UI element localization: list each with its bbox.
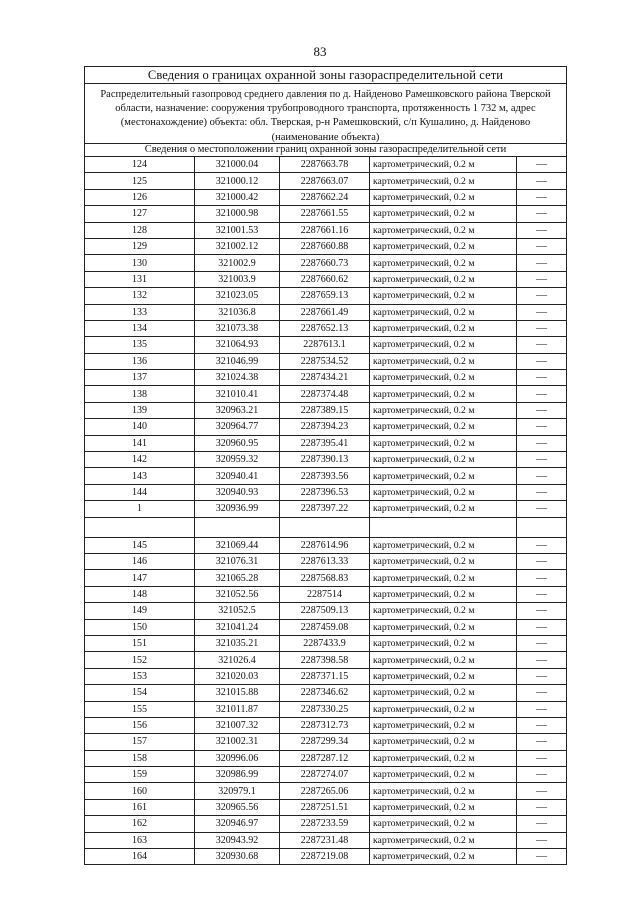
x-coordinate-cell: 321041.24	[195, 619, 280, 635]
x-coordinate-cell: 321046.99	[195, 353, 280, 369]
dash-cell: —	[517, 570, 567, 586]
method-cell: картометрический, 0.2 м	[370, 222, 517, 238]
point-number-cell: 140	[85, 419, 195, 435]
y-coordinate-cell: 2287251.51	[280, 799, 370, 815]
y-coordinate-cell: 2287661.16	[280, 222, 370, 238]
x-coordinate-cell: 321035.21	[195, 635, 280, 651]
point-number-cell: 128	[85, 222, 195, 238]
method-cell: картометрический, 0.2 м	[370, 701, 517, 717]
point-number-cell: 142	[85, 452, 195, 468]
point-number-cell: 145	[85, 537, 195, 553]
y-coordinate-cell: 2287346.62	[280, 685, 370, 701]
x-coordinate-cell: 321002.9	[195, 255, 280, 271]
dash-cell: —	[517, 701, 567, 717]
coordinate-row	[85, 832, 567, 848]
y-coordinate-cell: 2287265.06	[280, 783, 370, 799]
point-number-cell: 159	[85, 767, 195, 783]
method-cell: картометрический, 0.2 м	[370, 767, 517, 783]
dash-cell: —	[517, 189, 567, 205]
method-cell: картометрический, 0.2 м	[370, 173, 517, 189]
point-number-cell: 137	[85, 370, 195, 386]
coordinate-row	[85, 685, 567, 701]
coordinate-row	[85, 849, 567, 865]
coordinate-row	[85, 767, 567, 783]
y-coordinate-cell: 2287660.62	[280, 271, 370, 287]
x-coordinate-cell: 321002.12	[195, 238, 280, 254]
method-cell: картометрический, 0.2 м	[370, 468, 517, 484]
x-coordinate-cell: 320936.99	[195, 501, 280, 517]
dash-cell: —	[517, 652, 567, 668]
y-coordinate-cell: 2287662.24	[280, 189, 370, 205]
coordinate-row	[85, 816, 567, 832]
method-cell: картометрический, 0.2 м	[370, 832, 517, 848]
method-cell: картометрический, 0.2 м	[370, 799, 517, 815]
dash-cell: —	[517, 832, 567, 848]
point-number-cell: 154	[85, 685, 195, 701]
empty-cell	[517, 517, 567, 537]
method-cell: картометрический, 0.2 м	[370, 271, 517, 287]
dash-cell: —	[517, 603, 567, 619]
point-number-cell: 136	[85, 353, 195, 369]
point-number-cell: 139	[85, 402, 195, 418]
y-coordinate-cell: 2287663.07	[280, 173, 370, 189]
y-coordinate-cell: 2287397.22	[280, 501, 370, 517]
dash-cell: —	[517, 452, 567, 468]
coordinate-row	[85, 304, 567, 320]
dash-cell: —	[517, 501, 567, 517]
coordinate-row	[85, 271, 567, 287]
point-number-cell: 152	[85, 652, 195, 668]
y-coordinate-cell: 2287371.15	[280, 668, 370, 684]
point-number-cell: 132	[85, 288, 195, 304]
method-cell: картометрический, 0.2 м	[370, 337, 517, 353]
y-coordinate-cell: 2287389.15	[280, 402, 370, 418]
x-coordinate-cell: 321064.93	[195, 337, 280, 353]
x-coordinate-cell: 321052.5	[195, 603, 280, 619]
x-coordinate-cell: 320959.32	[195, 452, 280, 468]
x-coordinate-cell: 321002.31	[195, 734, 280, 750]
x-coordinate-cell: 320996.06	[195, 750, 280, 766]
x-coordinate-cell: 321023.05	[195, 288, 280, 304]
x-coordinate-cell: 321011.87	[195, 701, 280, 717]
point-number-cell: 157	[85, 734, 195, 750]
point-number-cell: 153	[85, 668, 195, 684]
point-number-cell: 158	[85, 750, 195, 766]
x-coordinate-cell: 321065.28	[195, 570, 280, 586]
coordinate-row	[85, 783, 567, 799]
x-coordinate-cell: 321003.9	[195, 271, 280, 287]
dash-cell: —	[517, 537, 567, 553]
y-coordinate-cell: 2287568.83	[280, 570, 370, 586]
x-coordinate-cell: 320979.1	[195, 783, 280, 799]
coordinate-row	[85, 734, 567, 750]
x-coordinate-cell: 320960.95	[195, 435, 280, 451]
method-cell: картометрический, 0.2 м	[370, 419, 517, 435]
y-coordinate-cell: 2287233.59	[280, 816, 370, 832]
coordinate-row	[85, 288, 567, 304]
y-coordinate-cell: 2287660.73	[280, 255, 370, 271]
x-coordinate-cell: 321036.8	[195, 304, 280, 320]
method-cell: картометрический, 0.2 м	[370, 353, 517, 369]
x-coordinate-cell: 321015.88	[195, 685, 280, 701]
coordinate-row	[85, 353, 567, 369]
x-coordinate-cell: 320946.97	[195, 816, 280, 832]
boundary-table	[84, 66, 567, 865]
table-title: Сведения о границах охранной зоны газораспределительной сети	[85, 67, 567, 84]
dash-cell: —	[517, 685, 567, 701]
x-coordinate-cell: 320964.77	[195, 419, 280, 435]
coordinate-row	[85, 603, 567, 619]
dash-cell: —	[517, 157, 567, 173]
x-coordinate-cell: 321052.56	[195, 586, 280, 602]
y-coordinate-cell: 2287393.56	[280, 468, 370, 484]
y-coordinate-cell: 2287219.08	[280, 849, 370, 865]
coordinate-row	[85, 173, 567, 189]
method-cell: картометрический, 0.2 м	[370, 849, 517, 865]
y-coordinate-cell: 2287459.08	[280, 619, 370, 635]
method-cell: картометрический, 0.2 м	[370, 652, 517, 668]
dash-cell: —	[517, 370, 567, 386]
method-cell: картометрический, 0.2 м	[370, 320, 517, 336]
x-coordinate-cell: 320943.92	[195, 832, 280, 848]
coordinate-row	[85, 619, 567, 635]
dash-cell: —	[517, 734, 567, 750]
y-coordinate-cell: 2287434.21	[280, 370, 370, 386]
y-coordinate-cell: 2287396.53	[280, 484, 370, 500]
method-cell: картометрический, 0.2 м	[370, 783, 517, 799]
method-cell: картометрический, 0.2 м	[370, 386, 517, 402]
method-cell: картометрический, 0.2 м	[370, 484, 517, 500]
y-coordinate-cell: 2287614.96	[280, 537, 370, 553]
y-coordinate-cell: 2287433.9	[280, 635, 370, 651]
dash-cell: —	[517, 173, 567, 189]
y-coordinate-cell: 2287661.55	[280, 206, 370, 222]
method-cell: картометрический, 0.2 м	[370, 537, 517, 553]
method-cell: картометрический, 0.2 м	[370, 255, 517, 271]
dash-cell: —	[517, 288, 567, 304]
object-description: Распределительный газопровод среднего давления по д. Найденово Рамешковского района Тверской области, назначение: сооружения трубопроводного транспорта, протяженность 1 732 м, адрес (местонахождение) объекта: обл. Тверская, р-н Рамешковский, с/п Кушалино, д. Найденово	[85, 84, 567, 133]
coordinate-row	[85, 468, 567, 484]
dash-cell: —	[517, 668, 567, 684]
point-number-cell: 149	[85, 603, 195, 619]
dash-cell: —	[517, 304, 567, 320]
dash-cell: —	[517, 468, 567, 484]
empty-separator-row	[85, 517, 567, 537]
method-cell: картометрический, 0.2 м	[370, 157, 517, 173]
dash-cell: —	[517, 635, 567, 651]
x-coordinate-cell: 321069.44	[195, 537, 280, 553]
empty-cell	[280, 517, 370, 537]
coordinate-row	[85, 238, 567, 254]
empty-cell	[85, 517, 195, 537]
dash-cell: —	[517, 849, 567, 865]
method-cell: картометрический, 0.2 м	[370, 501, 517, 517]
y-coordinate-cell: 2287659.13	[280, 288, 370, 304]
point-number-cell: 163	[85, 832, 195, 848]
dash-cell: —	[517, 816, 567, 832]
point-number-cell: 1	[85, 501, 195, 517]
y-coordinate-cell: 2287663.78	[280, 157, 370, 173]
dash-cell: —	[517, 255, 567, 271]
point-number-cell: 144	[85, 484, 195, 500]
coordinate-row	[85, 501, 567, 517]
x-coordinate-cell: 321076.31	[195, 553, 280, 569]
dash-cell: —	[517, 353, 567, 369]
x-coordinate-cell: 321000.98	[195, 206, 280, 222]
point-number-cell: 161	[85, 799, 195, 815]
dash-cell: —	[517, 320, 567, 336]
point-number-cell: 151	[85, 635, 195, 651]
y-coordinate-cell: 2287390.13	[280, 452, 370, 468]
coordinate-row	[85, 537, 567, 553]
method-cell: картометрический, 0.2 м	[370, 288, 517, 304]
coordinate-row	[85, 570, 567, 586]
point-number-cell: 127	[85, 206, 195, 222]
y-coordinate-cell: 2287374.48	[280, 386, 370, 402]
method-cell: картометрический, 0.2 м	[370, 570, 517, 586]
method-cell: картометрический, 0.2 м	[370, 635, 517, 651]
method-cell: картометрический, 0.2 м	[370, 304, 517, 320]
point-number-cell: 162	[85, 816, 195, 832]
dash-cell: —	[517, 402, 567, 418]
dash-cell: —	[517, 586, 567, 602]
dash-cell: —	[517, 419, 567, 435]
coordinate-row	[85, 419, 567, 435]
point-number-cell: 125	[85, 173, 195, 189]
dash-cell: —	[517, 386, 567, 402]
x-coordinate-cell: 321010.41	[195, 386, 280, 402]
coordinate-row	[85, 386, 567, 402]
coordinate-row	[85, 370, 567, 386]
coordinate-row	[85, 402, 567, 418]
method-cell: картометрический, 0.2 м	[370, 206, 517, 222]
dash-cell: —	[517, 799, 567, 815]
point-number-cell: 134	[85, 320, 195, 336]
dash-cell: —	[517, 553, 567, 569]
dash-cell: —	[517, 337, 567, 353]
point-number-cell: 160	[85, 783, 195, 799]
point-number-cell: 133	[85, 304, 195, 320]
method-cell: картометрический, 0.2 м	[370, 816, 517, 832]
method-cell: картометрический, 0.2 м	[370, 238, 517, 254]
y-coordinate-cell: 2287398.58	[280, 652, 370, 668]
dash-cell: —	[517, 222, 567, 238]
point-number-cell: 143	[85, 468, 195, 484]
coordinate-row	[85, 553, 567, 569]
point-number-cell: 164	[85, 849, 195, 865]
coordinate-row	[85, 484, 567, 500]
y-coordinate-cell: 2287509.13	[280, 603, 370, 619]
y-coordinate-cell: 2287330.25	[280, 701, 370, 717]
y-coordinate-cell: 2287613.1	[280, 337, 370, 353]
method-cell: картометрический, 0.2 м	[370, 685, 517, 701]
x-coordinate-cell: 321024.38	[195, 370, 280, 386]
coordinate-row	[85, 717, 567, 733]
method-cell: картометрический, 0.2 м	[370, 668, 517, 684]
coordinate-row	[85, 206, 567, 222]
method-cell: картометрический, 0.2 м	[370, 734, 517, 750]
point-number-cell: 155	[85, 701, 195, 717]
method-cell: картометрический, 0.2 м	[370, 750, 517, 766]
y-coordinate-cell: 2287395.41	[280, 435, 370, 451]
x-coordinate-cell: 321000.12	[195, 173, 280, 189]
point-number-cell: 129	[85, 238, 195, 254]
coordinate-row	[85, 255, 567, 271]
x-coordinate-cell: 321007.32	[195, 717, 280, 733]
coordinate-row	[85, 750, 567, 766]
method-cell: картометрический, 0.2 м	[370, 452, 517, 468]
y-coordinate-cell: 2287231.48	[280, 832, 370, 848]
coordinate-row	[85, 189, 567, 205]
method-cell: картометрический, 0.2 м	[370, 189, 517, 205]
y-coordinate-cell: 2287660.88	[280, 238, 370, 254]
y-coordinate-cell: 2287652.13	[280, 320, 370, 336]
dash-cell: —	[517, 783, 567, 799]
method-cell: картометрический, 0.2 м	[370, 619, 517, 635]
coordinate-row	[85, 668, 567, 684]
dash-cell: —	[517, 484, 567, 500]
y-coordinate-cell: 2287287.12	[280, 750, 370, 766]
dash-cell: —	[517, 750, 567, 766]
location-heading: Сведения о местоположении границ охранной зоны газораспределительной сети	[85, 144, 567, 157]
x-coordinate-cell: 321073.38	[195, 320, 280, 336]
x-coordinate-cell: 320940.93	[195, 484, 280, 500]
point-number-cell: 146	[85, 553, 195, 569]
x-coordinate-cell: 320965.56	[195, 799, 280, 815]
coordinate-row	[85, 652, 567, 668]
empty-cell	[370, 517, 517, 537]
object-name-label: (наименование объекта)	[85, 132, 567, 144]
method-cell: картометрический, 0.2 м	[370, 402, 517, 418]
y-coordinate-cell: 2287514	[280, 586, 370, 602]
point-number-cell: 156	[85, 717, 195, 733]
point-number-cell: 141	[85, 435, 195, 451]
empty-cell	[195, 517, 280, 537]
y-coordinate-cell: 2287394.23	[280, 419, 370, 435]
page-number: 83	[313, 44, 327, 59]
coordinate-row	[85, 586, 567, 602]
dash-cell: —	[517, 717, 567, 733]
coordinate-row	[85, 157, 567, 173]
x-coordinate-cell: 321001.53	[195, 222, 280, 238]
point-number-cell: 126	[85, 189, 195, 205]
coordinate-row	[85, 337, 567, 353]
dash-cell: —	[517, 619, 567, 635]
point-number-cell: 150	[85, 619, 195, 635]
point-number-cell: 130	[85, 255, 195, 271]
coordinate-row	[85, 635, 567, 651]
y-coordinate-cell: 2287661.49	[280, 304, 370, 320]
point-number-cell: 135	[85, 337, 195, 353]
x-coordinate-cell: 320986.99	[195, 767, 280, 783]
point-number-cell: 131	[85, 271, 195, 287]
coordinate-row	[85, 799, 567, 815]
method-cell: картометрический, 0.2 м	[370, 553, 517, 569]
y-coordinate-cell: 2287613.33	[280, 553, 370, 569]
point-number-cell: 124	[85, 157, 195, 173]
x-coordinate-cell: 320963.21	[195, 402, 280, 418]
coordinate-row	[85, 320, 567, 336]
point-number-cell: 138	[85, 386, 195, 402]
y-coordinate-cell: 2287299.34	[280, 734, 370, 750]
dash-cell: —	[517, 767, 567, 783]
x-coordinate-cell: 321000.04	[195, 157, 280, 173]
method-cell: картометрический, 0.2 м	[370, 717, 517, 733]
coordinate-row	[85, 435, 567, 451]
y-coordinate-cell: 2287312.73	[280, 717, 370, 733]
x-coordinate-cell: 321026.4	[195, 652, 280, 668]
x-coordinate-cell: 321020.03	[195, 668, 280, 684]
y-coordinate-cell: 2287534.52	[280, 353, 370, 369]
dash-cell: —	[517, 238, 567, 254]
method-cell: картометрический, 0.2 м	[370, 370, 517, 386]
coordinate-row	[85, 222, 567, 238]
method-cell: картометрический, 0.2 м	[370, 603, 517, 619]
coordinate-row	[85, 701, 567, 717]
x-coordinate-cell: 320940.41	[195, 468, 280, 484]
dash-cell: —	[517, 435, 567, 451]
point-number-cell: 148	[85, 586, 195, 602]
point-number-cell: 147	[85, 570, 195, 586]
coordinate-row	[85, 452, 567, 468]
method-cell: картометрический, 0.2 м	[370, 435, 517, 451]
y-coordinate-cell: 2287274.07	[280, 767, 370, 783]
dash-cell: —	[517, 271, 567, 287]
dash-cell: —	[517, 206, 567, 222]
x-coordinate-cell: 320930.68	[195, 849, 280, 865]
method-cell: картометрический, 0.2 м	[370, 586, 517, 602]
x-coordinate-cell: 321000.42	[195, 189, 280, 205]
